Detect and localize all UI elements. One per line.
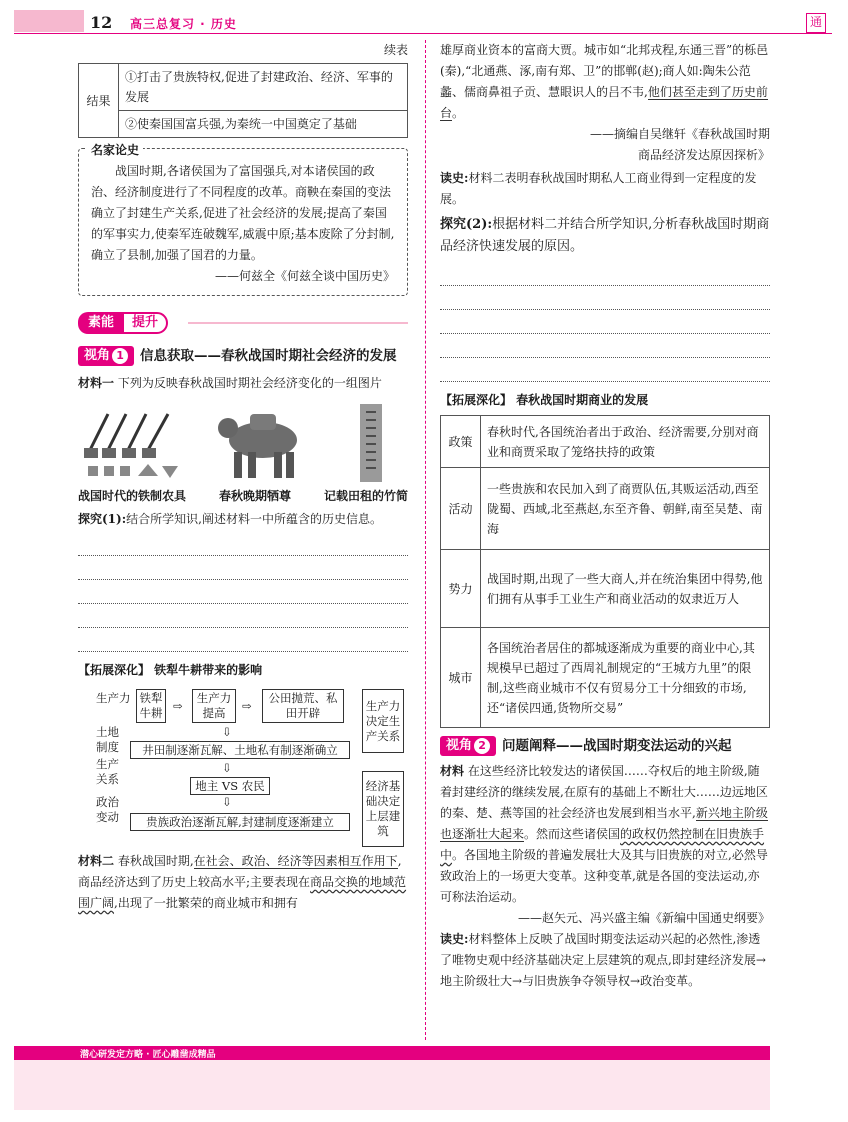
view1-title: 信息获取——春秋战国时期社会经济的发展	[140, 348, 397, 364]
read2-text: 材料整体上反映了战国时期变法运动兴起的必然性,渗透了唯物史观中经济基础决定上层建筑的观点,即封建经济发展→地主阶级壮大→与旧贵族争夺领导权→政治变革。	[440, 932, 766, 988]
answer-line[interactable]	[78, 604, 408, 628]
continued-label: 续表	[383, 43, 408, 57]
answer-line[interactable]	[440, 358, 770, 382]
material1-images	[78, 400, 408, 486]
page-number: 12	[90, 13, 113, 32]
read2-label: 读史:	[440, 932, 469, 946]
result-row-1: ①打击了贵族特权,促进了封建政治、经济、军事的发展	[119, 64, 408, 111]
material2-text: ,出现了一批繁荣的商业城市和拥有	[114, 896, 298, 910]
answer-line[interactable]	[440, 334, 770, 358]
ox-vessel-image	[208, 400, 318, 486]
diag-relations: 生产关系	[96, 757, 119, 786]
material1-captions	[78, 486, 408, 507]
view2-number: 2	[474, 738, 490, 754]
material3-text: 。各国地主阶级的普遍发展壮大及其与旧贵族的对立,必然导致政治上的一场更大变革。这种变革,就是各国的变法运动,亦可称法治运动。	[440, 848, 768, 904]
commerce-key: 城市	[441, 628, 481, 728]
commerce-key: 政策	[441, 416, 481, 468]
expand2-title: 【拓展深化】 春秋战国时期商业的发展	[440, 393, 649, 407]
material2-text: ,商品经济达到了历史上较高水平;主要表现在	[78, 854, 402, 889]
answer-line[interactable]	[78, 628, 408, 652]
commerce-value: 一些贵族和农民加入到了商贾队伍,其贩运活动,西至陇蜀、西域,北至燕赵,东至齐鲁、朝鲜,南至吴楚、南海	[481, 468, 770, 550]
footer-slogan: 潜心研发定方略 · 匠心雕凿成精品	[80, 1050, 216, 1060]
table-row	[441, 416, 770, 468]
material2	[78, 851, 408, 914]
down-arrow-icon: ⇩	[222, 795, 232, 809]
diag-public-land: 公田抛荒、私田开辟	[262, 689, 344, 723]
down-arrow-icon: ⇩	[222, 725, 232, 739]
commerce-key: 活动	[441, 468, 481, 550]
material3-text: 在这些经济比较发达的诸侯国……夺权后的地主阶级,随着封建经济的继续发展,在原有的基础上不断壮大……边远地区的秦、楚、燕等国的社会经济也发展到相当水平,	[440, 764, 768, 820]
caption-slip: 记载田租的竹简	[323, 489, 408, 503]
caption-tools: 战国时代的铁制农具	[78, 489, 187, 503]
right-column	[440, 40, 770, 992]
explore2-label: 探究(2):	[440, 217, 493, 232]
material2-underline-2: 商品交换的地域范围广阔	[78, 875, 407, 910]
table-row	[441, 628, 770, 728]
answer-line[interactable]	[440, 310, 770, 334]
material3-underline-2: 的政权仍然控制在旧贵族手中	[440, 827, 765, 862]
material2-cont-underline: 他们甚至走到了历史前台	[440, 85, 768, 120]
diag-prod-up: 生产力提高	[192, 689, 236, 723]
material3-text: 。然而这些诸侯国	[524, 827, 621, 841]
plough-impact-diagram	[78, 689, 408, 849]
header-color-bar	[14, 10, 84, 32]
column-divider	[425, 40, 426, 1040]
table-row	[441, 550, 770, 628]
famous-source: ——何兹全《何兹全谈中国历史》	[214, 269, 395, 283]
material3-underline-1: 新兴地主阶级也逐渐壮大起来	[440, 806, 768, 841]
famous-commentary-box	[78, 143, 408, 296]
table-row	[441, 468, 770, 550]
footer-background	[14, 1060, 770, 1110]
arrow-icon: ⇨	[242, 699, 252, 713]
result-table	[78, 63, 408, 138]
answer-line[interactable]	[440, 286, 770, 310]
answer-line[interactable]	[78, 580, 408, 604]
famous-tag: 名家论史	[87, 140, 143, 161]
explore2	[440, 214, 770, 258]
material2-text: 春秋战国时期,	[117, 854, 194, 868]
material3-label: 材料	[440, 764, 465, 778]
header-badge: 通	[806, 13, 826, 33]
view2-title: 问题阐释——战国时期变法运动的兴起	[502, 738, 732, 754]
answer-area-1[interactable]	[78, 532, 408, 652]
diag-noble: 贵族政治逐渐瓦解,封建制度逐渐建立	[130, 813, 350, 831]
commerce-key: 势力	[441, 550, 481, 628]
explore1-text: 结合所学知识,阐述材料一中所蕴含的历史信息。	[126, 512, 382, 526]
section-band-line	[188, 322, 408, 324]
bamboo-slip-image	[338, 400, 408, 486]
down-arrow-icon: ⇩	[222, 761, 232, 775]
famous-text: 战国时期,各诸侯国为了富国强兵,对本诸侯国的政治、经济制度进行了不同程度的改革。商鞅在秦国的变法确立了封建生产关系,促进了社会经济的发展;提高了秦国的军事实力,使秦军连破魏军,威震中原;基本废除了分封制,确立了县制,加强了国君的力量。	[91, 164, 395, 262]
material3	[440, 761, 770, 908]
material1	[78, 373, 408, 394]
read1	[440, 168, 770, 210]
read1-text: 材料二表明春秋战国时期私人工商业得到一定程度的发展。	[440, 171, 757, 206]
header-title: 高三总复习 · 历史	[130, 17, 237, 31]
diag-iron-plough: 铁犁牛耕	[136, 689, 166, 723]
material2-source: ——摘编自吴继轩《春秋战国时期商品经济发达原因探析》	[590, 127, 771, 162]
section-pill-2: 提升	[122, 312, 168, 334]
commerce-value: 各国统治者居住的都城逐渐成为重要的商业中心,其规模早已超过了西周礼制规定的“王城方九里”的限制,这些商业城市不仅有贸易分工十分细致的市场,还“诸侯四通,货物所交易”	[481, 628, 770, 728]
caption-vessel: 春秋晚期牺尊	[218, 489, 291, 503]
diag-politics: 政治变动	[96, 795, 119, 824]
expand1-title: 【拓展深化】 铁犁牛耕带来的影响	[78, 663, 263, 677]
material2-label: 材料二	[78, 854, 115, 868]
left-column	[78, 40, 408, 914]
diag-productivity: 生产力	[96, 691, 131, 705]
diag-econ-base: 经济基础决定上层建筑	[362, 771, 404, 847]
diag-vs: 地主 VS 农民	[190, 777, 270, 795]
material2-continued	[440, 40, 770, 124]
material1-label: 材料一	[78, 376, 115, 390]
answer-area-2[interactable]	[440, 262, 770, 382]
result-key: 结果	[79, 64, 119, 138]
explore2-text: 根据材料二并结合所学知识,分析春秋战国时期商品经济快速发展的原因。	[440, 217, 770, 254]
arrow-icon: ⇨	[173, 699, 183, 713]
diag-jingtian: 井田制逐渐瓦解、土地私有制逐渐确立	[130, 741, 350, 759]
answer-line[interactable]	[440, 262, 770, 286]
explore1	[78, 509, 408, 530]
answer-line[interactable]	[78, 556, 408, 580]
view2-tag: 视角 2	[440, 736, 496, 756]
read1-label: 读史:	[440, 171, 469, 185]
view2-heading	[440, 736, 770, 757]
explore1-label: 探究(1):	[78, 512, 127, 526]
section-pill-1: 素能	[78, 312, 124, 334]
view1-heading	[78, 346, 408, 367]
commerce-value: 春秋时代,各国统治者出于政治、经济需要,分别对商业和商贾采取了笼络扶持的政策	[481, 416, 770, 468]
view1-number: 1	[112, 348, 128, 364]
view1-tag: 视角 1	[78, 346, 134, 366]
material2-underline-1: 在社会、政治、经济等因素相互作用下	[193, 854, 398, 868]
material1-text: 下列为反映春秋战国时期社会经济变化的一组图片	[117, 376, 382, 390]
result-row-2: ②使秦国国富兵强,为秦统一中国奠定了基础	[119, 111, 408, 138]
material3-source: ——赵矢元、冯兴盛主编《新编中国通史纲要》	[517, 911, 770, 925]
material2-cont-text: 雄厚商业资本的富商大贾。城市如“北邦戎程,东通三晋”的栎邑(秦),“北通燕、涿,南有郑、卫”的邯郸(赵);商人如:陶朱公范蠡、儒商鼻祖子贡、慧眼识人的吕不韦,	[440, 43, 769, 99]
read2	[440, 929, 770, 992]
diag-decides: 生产力决定生产关系	[362, 689, 404, 753]
section-band	[78, 312, 408, 334]
commerce-table	[440, 415, 770, 728]
diag-land-sys: 土地制度	[96, 725, 119, 754]
material2-cont-text: 。	[452, 106, 465, 120]
commerce-value: 战国时期,出现了一些大商人,并在统治集团中得势,他们拥有从事手工业生产和商业活动的奴隶近万人	[481, 550, 770, 628]
header-rule	[14, 33, 832, 34]
answer-line[interactable]	[78, 532, 408, 556]
iron-tools-image	[78, 400, 188, 486]
